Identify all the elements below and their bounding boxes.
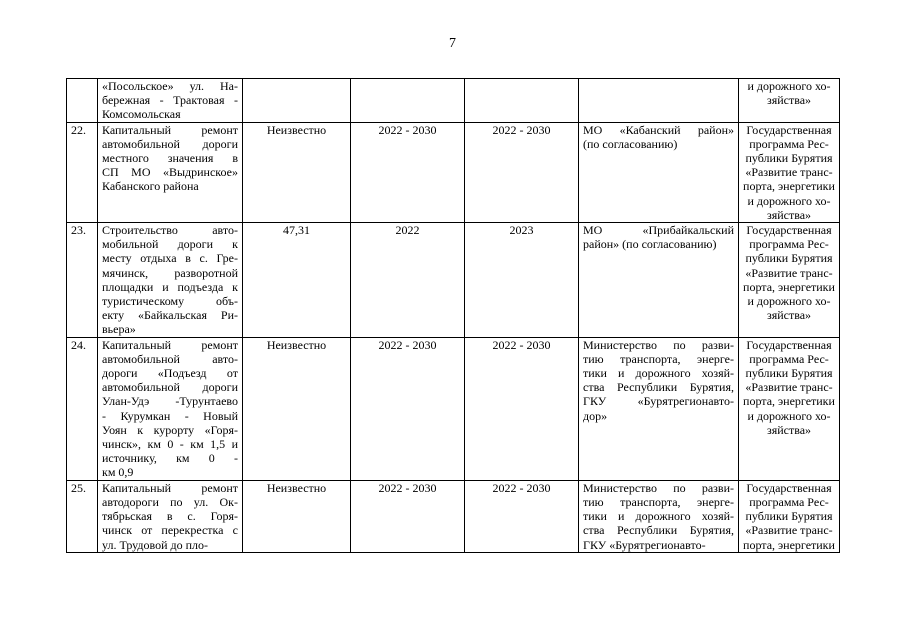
program-cell bbox=[739, 337, 840, 480]
executor-line: Министерство по разви- bbox=[583, 337, 734, 352]
start-period-cell: 2022 bbox=[351, 223, 465, 338]
executor-line: (по согласованию) bbox=[583, 136, 678, 151]
executor-line: район» (по согласованию) bbox=[583, 237, 717, 252]
object-name-line: екту «Байкальская Ри- bbox=[102, 308, 238, 323]
object-name-line: ул. Трудовой до пло- bbox=[102, 537, 209, 552]
program-line: публики Бурятия bbox=[745, 251, 833, 266]
program-line: порта, энергетики bbox=[743, 394, 835, 409]
table-row bbox=[67, 480, 840, 552]
object-name-line: автомобильной дороги bbox=[102, 380, 238, 395]
program-cell bbox=[739, 223, 840, 338]
program-cell bbox=[739, 122, 840, 222]
row-number-cell: 23. bbox=[67, 223, 98, 338]
program-line: программа Рес- bbox=[749, 136, 829, 151]
executor-line: тики и дорожного хозяй- bbox=[583, 509, 734, 524]
executor-line: ГКУ «Бурятрегионавто- bbox=[583, 537, 706, 552]
cost-cell: Неизвестно bbox=[243, 122, 351, 222]
object-name-line: «Посольское» ул. На- bbox=[102, 79, 238, 93]
row-number-cell: 24. bbox=[67, 337, 98, 480]
object-name-line: автодороги по ул. Ок- bbox=[102, 494, 238, 509]
program-line: порта, энергетики bbox=[743, 537, 835, 552]
object-name-line: Капитальный ремонт bbox=[102, 122, 238, 137]
start-period-cell: 2022 - 2030 bbox=[351, 480, 465, 552]
object-name-line: месту отдыха в с. Гре- bbox=[102, 251, 238, 266]
program-line: публики Бурятия bbox=[745, 509, 833, 524]
executor-line: Министерство по разви- bbox=[583, 480, 734, 495]
object-name-line: Улан-Удэ -Турунтаево bbox=[102, 394, 238, 409]
table-row bbox=[67, 79, 840, 123]
executor-line: ГКУ «Бурятрегионавто- bbox=[583, 394, 734, 409]
program-cell bbox=[739, 79, 840, 123]
object-name-cell bbox=[98, 122, 243, 222]
object-name-line: км 0,9 bbox=[102, 465, 134, 480]
table-body bbox=[67, 79, 840, 553]
page-number: 7 bbox=[449, 36, 456, 51]
executor-cell bbox=[579, 122, 739, 222]
row-number-cell: 22. bbox=[67, 122, 98, 222]
object-name-cell bbox=[98, 480, 243, 552]
executor-line: дор» bbox=[583, 408, 608, 423]
program-line: публики Бурятия bbox=[745, 366, 833, 381]
executor-line: ства Республики Бурятия, bbox=[583, 380, 734, 395]
program-line: публики Бурятия bbox=[745, 151, 833, 166]
object-name-line: Уоян к курорту «Горя- bbox=[102, 422, 238, 437]
end-period-cell: 2022 - 2030 bbox=[465, 480, 579, 552]
start-period-cell bbox=[351, 79, 465, 123]
table-row bbox=[67, 223, 840, 338]
object-name-line: чинск от перекрестка с bbox=[102, 523, 238, 538]
object-name-line: мячинск, разворотной bbox=[102, 265, 238, 280]
executor-cell bbox=[579, 79, 739, 123]
object-name-line: бережная - Трактовая - bbox=[102, 93, 238, 108]
cost-cell: Неизвестно bbox=[243, 480, 351, 552]
cost-cell bbox=[243, 79, 351, 123]
program-line: Государственная bbox=[746, 337, 832, 352]
executor-line: тию транспорта, энерге- bbox=[583, 494, 734, 509]
executor-line: МО «Кабанский район» bbox=[583, 122, 734, 137]
start-period-cell: 2022 - 2030 bbox=[351, 337, 465, 480]
object-name-line: Комсомольская bbox=[102, 107, 181, 122]
object-name-line: вьера» bbox=[102, 322, 136, 337]
executor-line: МО «Прибайкальский bbox=[583, 223, 734, 238]
end-period-cell: 2022 - 2030 bbox=[465, 337, 579, 480]
program-line: зяйства» bbox=[766, 207, 812, 222]
object-name-line: источнику, км 0 - bbox=[102, 451, 238, 466]
object-name-cell bbox=[98, 223, 243, 338]
program-line: порта, энергетики bbox=[743, 179, 835, 194]
program-line: зяйства» bbox=[766, 93, 812, 108]
object-name-cell bbox=[98, 337, 243, 480]
program-line: Государственная bbox=[746, 480, 832, 495]
row-number-cell bbox=[67, 79, 98, 123]
end-period-cell: 2023 bbox=[465, 223, 579, 338]
object-name-line: Строительство авто- bbox=[102, 223, 238, 238]
program-line: и дорожного хо- bbox=[747, 79, 831, 93]
object-name-cell bbox=[98, 79, 243, 123]
cost-cell: Неизвестно bbox=[243, 337, 351, 480]
program-line: программа Рес- bbox=[749, 351, 829, 366]
object-name-line: Капитальный ремонт bbox=[102, 337, 238, 352]
executor-line: ства Республики Бурятия, bbox=[583, 523, 734, 538]
program-line: и дорожного хо- bbox=[747, 193, 831, 208]
objects-table bbox=[66, 78, 840, 553]
object-name-line: Капитальный ремонт bbox=[102, 480, 238, 495]
table-row bbox=[67, 337, 840, 480]
executor-cell bbox=[579, 337, 739, 480]
program-line: и дорожного хо- bbox=[747, 408, 831, 423]
program-line: «Развитие транс- bbox=[745, 380, 833, 395]
executor-line: тию транспорта, энерге- bbox=[583, 351, 734, 366]
end-period-cell bbox=[465, 79, 579, 123]
cost-cell: 47,31 bbox=[243, 223, 351, 338]
program-line: и дорожного хо- bbox=[747, 294, 831, 309]
program-line: программа Рес- bbox=[749, 494, 829, 509]
object-name-line: тябрьская в с. Горя- bbox=[102, 509, 238, 524]
object-name-line: дороги «Подъезд от bbox=[102, 366, 238, 381]
program-line: зяйства» bbox=[766, 308, 812, 323]
program-line: Государственная bbox=[746, 122, 832, 137]
object-name-line: чинск», км 0 - км 1,5 и bbox=[102, 437, 238, 452]
executor-line: тики и дорожного хозяй- bbox=[583, 366, 734, 381]
object-name-line: площадки и подъезда к bbox=[102, 279, 238, 294]
program-line: «Развитие транс- bbox=[745, 265, 833, 280]
program-cell bbox=[739, 480, 840, 552]
executor-cell bbox=[579, 480, 739, 552]
program-line: зяйства» bbox=[766, 422, 812, 437]
object-name-line: автомобильной авто- bbox=[102, 351, 238, 366]
program-line: «Развитие транс- bbox=[745, 165, 833, 180]
start-period-cell: 2022 - 2030 bbox=[351, 122, 465, 222]
object-name-line: местного значения в bbox=[102, 151, 238, 166]
program-line: программа Рес- bbox=[749, 237, 829, 252]
row-number-cell: 25. bbox=[67, 480, 98, 552]
program-line: порта, энергетики bbox=[743, 279, 835, 294]
program-line: «Развитие транс- bbox=[745, 523, 833, 538]
object-name-line: СП МО «Выдринское» bbox=[102, 165, 238, 180]
object-name-line: Кабанского района bbox=[102, 179, 199, 194]
object-name-line: мобильной дороги к bbox=[102, 237, 238, 252]
executor-cell bbox=[579, 223, 739, 338]
program-line: Государственная bbox=[746, 223, 832, 238]
table-row bbox=[67, 122, 840, 222]
object-name-line: - Курумкан - Новый bbox=[102, 408, 238, 423]
object-name-line: автомобильной дороги bbox=[102, 136, 238, 151]
end-period-cell: 2022 - 2030 bbox=[465, 122, 579, 222]
object-name-line: туристическому объ- bbox=[102, 294, 238, 309]
